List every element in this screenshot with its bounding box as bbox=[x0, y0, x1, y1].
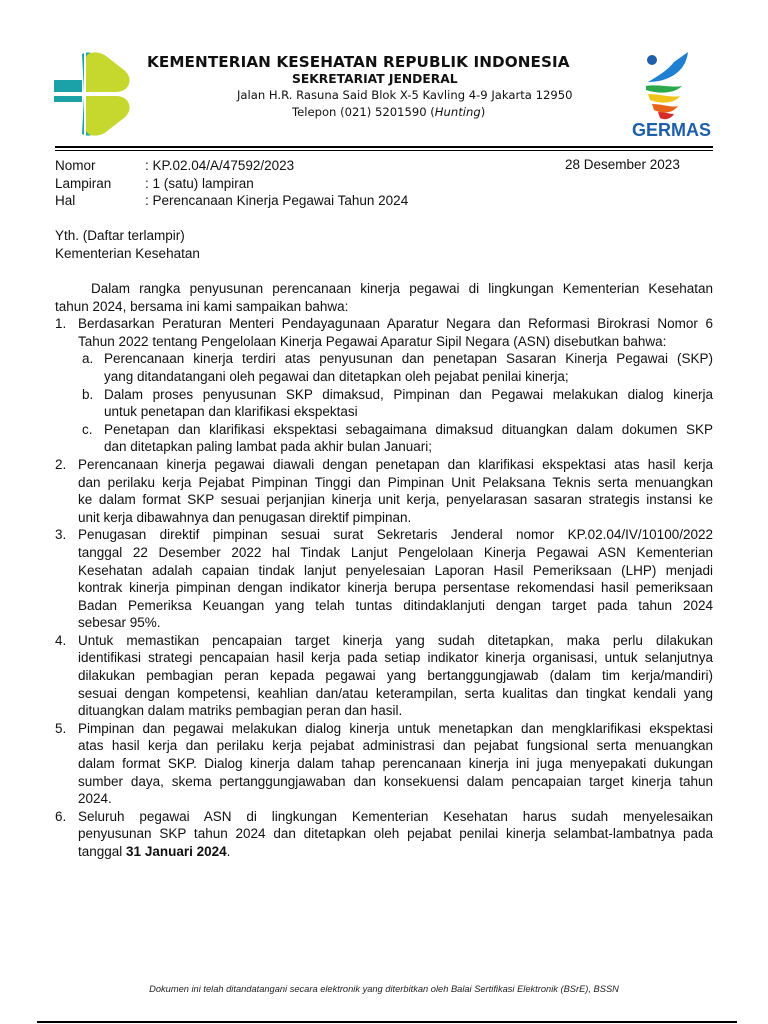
item-number: 1. bbox=[55, 316, 67, 332]
recipient-line: Yth. (Daftar terlampir) bbox=[55, 228, 185, 243]
text-line: tanggal 22 Desember 2022 hal Tindak Lanjut Pengelolaan Kinerja Pegawai ASN Kementerian bbox=[78, 544, 713, 560]
sub-item-letter: b. bbox=[82, 386, 94, 402]
text-line: Penugasan direktif pimpinan sesuai surat Sekretaris Jenderal nomor KP.02.04/IV/10100/2022 bbox=[78, 527, 713, 543]
letter-body bbox=[55, 280, 713, 861]
sub-item-letter: a. bbox=[82, 351, 94, 367]
sub-item bbox=[55, 350, 713, 385]
list-item bbox=[55, 315, 713, 350]
text-line: penyusunan SKP tahun 2024 dan ditetapkan oleh pejabat penilai kinerja selambat-lambatnya pada bbox=[78, 826, 713, 842]
text-line: sebesar 95%. bbox=[78, 615, 161, 631]
text-line: Kesehatan adalah capaian tindak lanjut penyelesaian Laporan Hasil Pemeriksaan (LHP) menjadi bbox=[78, 562, 713, 578]
text-line: Berdasarkan Peraturan Menteri Pendayagunaan Aparatur Negara dan Reformasi Birokrasi Nomor 6 bbox=[78, 316, 713, 332]
text-line: kontrak kinerja pimpinan dengan indikator kinerja berupa persentase rekomendasi hasil pemeriksaan bbox=[78, 580, 713, 596]
text-line: Badan Pemeriksa Keuangan yang telah tuntas ditindaklanjuti dengan target pada tahun 2024 bbox=[78, 597, 713, 613]
list-item bbox=[55, 720, 713, 808]
text-line: Seluruh pegawai ASN di lingkungan Kementerian Kesehatan harus sudah menyelesaikan bbox=[78, 808, 713, 824]
list-item bbox=[55, 456, 713, 526]
footer-rule bbox=[37, 1021, 737, 1023]
germas-text: GERMAS bbox=[632, 120, 712, 140]
meta-value: : 1 (satu) lampiran bbox=[145, 176, 254, 191]
text-line: tahun 2024, bersama ini kami sampaikan bahwa: bbox=[55, 298, 349, 314]
phone-number: Telepon (021) 5201590 ( bbox=[292, 105, 435, 119]
letter-date: 28 Desember 2023 bbox=[565, 157, 680, 172]
meta-value: : Perencanaan Kinerja Pegawai Tahun 2024 bbox=[145, 193, 409, 208]
unit-name: SEKRETARIAT JENDERAL bbox=[292, 72, 458, 86]
text-line: dilakukan pembagian peran kepada pegawai yang bertanggungjawab (dalam tim kerja/mandiri) bbox=[78, 668, 713, 684]
item-number: 2. bbox=[55, 456, 67, 472]
recipient bbox=[55, 227, 200, 262]
text-line: atas hasil kerja dan perilaku kerja pejabat administrasi dan pejabat fungsional serta menuangkan bbox=[78, 738, 713, 754]
text-line: dituangkan dalam matriks pembagian peran dan hasil. bbox=[78, 703, 403, 719]
text-line bbox=[78, 843, 713, 861]
text-line: ke dalam format SKP sesuai perjanjian kinerja unit kerja, penyelarasan sasaran strategis instansi ke bbox=[78, 492, 713, 508]
deadline-prefix: tanggal bbox=[78, 844, 127, 859]
text-line: Penetapan dan klarifikasi ekspektasi sebagaimana dimaksud dituangkan dalam dokumen SKP bbox=[104, 421, 713, 437]
ministry-name: KEMENTERIAN KESEHATAN REPUBLIK INDONESIA bbox=[147, 53, 570, 71]
germas-figure-icon bbox=[628, 52, 718, 120]
list-item bbox=[55, 526, 713, 632]
germas-logo bbox=[628, 52, 718, 140]
text-line: dan ditetapkan paling lambat pada akhir bulan Januari; bbox=[104, 439, 432, 455]
text-line: sesuai dengan kompetensi, keahlian dan/atau keterampilan, serta kualitas dan tingkat kendali yang bbox=[78, 685, 713, 701]
text-line: Dalam rangka penyusunan perencanaan kinerja pegawai di lingkungan Kementerian Kesehatan bbox=[91, 281, 713, 296]
phone bbox=[292, 105, 485, 119]
text-line: Perencanaan kinerja pegawai diawali dengan penetapan dan klarifikasi ekspektasi atas hasil kerja bbox=[78, 456, 713, 472]
item-number: 3. bbox=[55, 527, 67, 543]
sub-item-letter: c. bbox=[82, 421, 93, 437]
meta-label: Hal bbox=[55, 193, 76, 208]
list-item bbox=[55, 632, 713, 720]
text-line: unit kerja dibawahnya dan penugasan direktif pimpinan. bbox=[78, 509, 412, 525]
sub-item bbox=[55, 421, 713, 456]
recipient-line: Kementerian Kesehatan bbox=[55, 245, 200, 261]
header-rule-thick bbox=[55, 146, 713, 148]
text-line: dalam format SKP. Dialog kinerja dalam tahap perencanaan kinerja ini juga menyepakati dukungan bbox=[78, 756, 713, 772]
text-line: Untuk memastikan pencapaian target kinerja yang sudah ditetapkan, maka perlu dilakukan bbox=[78, 632, 713, 648]
text-line: untuk penetapan dan klarifikasi ekspektasi bbox=[104, 404, 358, 420]
text-line: yang ditandatangani oleh pegawai dan ditetapkan oleh pejabat penilai kinerja; bbox=[104, 368, 569, 384]
text-line: identifikasi strategi pencapaian hasil kerja pada setiap indikator kinerja organisasi, untuk selanjutnya bbox=[78, 650, 713, 666]
kemenkes-logo bbox=[54, 52, 132, 138]
item-number: 6. bbox=[55, 808, 67, 824]
text-line: sumber daya, skema pertanggungjawaban dan konsekuensi dalam pencapaian target kinerja tahun bbox=[78, 773, 713, 789]
header-rule-thin bbox=[55, 150, 713, 151]
phone-hunting: Hunting bbox=[434, 105, 481, 119]
list-item bbox=[55, 808, 713, 861]
text-line: Perencanaan kinerja terdiri atas penyusunan dan penetapan Sasaran Kinerja Pegawai (SKP) bbox=[104, 351, 713, 367]
intro-paragraph bbox=[55, 280, 713, 315]
sub-item bbox=[55, 386, 713, 421]
text-line: Tahun 2022 tentang Pengelolaan Kinerja Pegawai Aparatur Sipil Negara (ASN) disebutkan bahwa: bbox=[78, 333, 667, 349]
meta-label: Nomor bbox=[55, 158, 96, 173]
item-number: 5. bbox=[55, 720, 67, 736]
text-line: Dalam proses penyusunan SKP dimaksud, Pimpinan dan Pegawai melakukan dialog kinerja bbox=[104, 386, 713, 402]
text-line: dan perilaku kerja Pejabat Pimpinan Tinggi dan Pimpinan Unit Pelaksana Teknis serta menuangkan bbox=[78, 474, 713, 490]
meta-value: : KP.02.04/A/47592/2023 bbox=[145, 158, 295, 173]
meta-label: Lampiran bbox=[55, 176, 112, 191]
text-line: Pimpinan dan pegawai melakukan dialog kinerja untuk menetapkan dan mengklarifikasi ekspektasi bbox=[78, 720, 713, 736]
item-number: 4. bbox=[55, 632, 67, 648]
text-line: 2024. bbox=[78, 791, 112, 807]
deadline-date: 31 Januari 2024 bbox=[126, 844, 227, 859]
phone-suffix: ) bbox=[480, 105, 486, 119]
address: Jalan H.R. Rasuna Said Blok X-5 Kavling 4-9 Jakarta 12950 bbox=[237, 88, 573, 102]
esign-footer: Dokumen ini telah ditandatangani secara elektronik yang diterbitkan oleh Balai Sertifikasi Elektronik (BSrE), BSSN bbox=[149, 984, 619, 994]
deadline-suffix: . bbox=[226, 844, 231, 859]
